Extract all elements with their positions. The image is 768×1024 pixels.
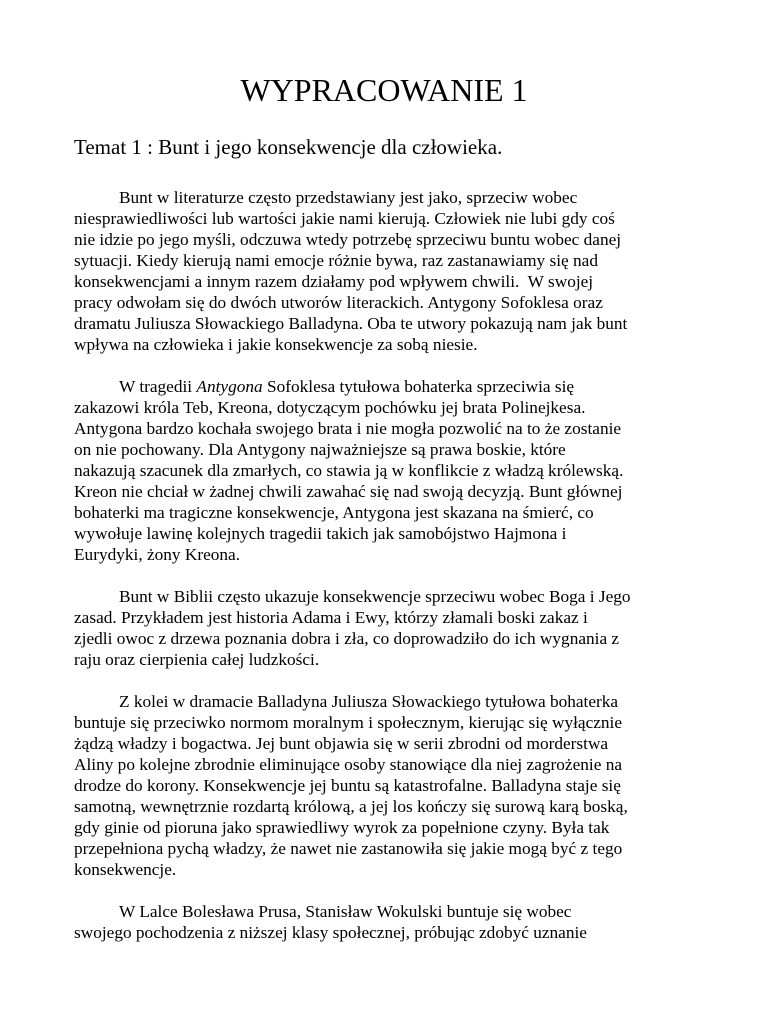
paragraph-line: [74, 859, 704, 880]
line-text: niesprawiedliwości lub wartości jakie nami kierują. Człowiek nie lubi gdy coś: [74, 209, 615, 228]
paragraph-line: [74, 628, 704, 649]
line-text: Kreon nie chciał w żadnej chwili zawahać się nad swoją decyzją. Bunt głównej: [74, 482, 623, 501]
essay-paragraph: [74, 691, 704, 880]
line-text: samotną, wewnętrznie rozdartą królową, a jej los kończy się surową karą boską,: [74, 797, 628, 816]
line-text: zakazowi króla Teb, Kreona, dotyczącym pochówku jej brata Polinejkesa.: [74, 398, 586, 417]
paragraph-line: [74, 439, 704, 460]
paragraph-line: [74, 229, 704, 250]
paragraph-line: [74, 208, 704, 229]
line-text: Bunt w literaturze często przedstawiany jest jako, sprzeciw wobec: [119, 188, 578, 207]
paragraph-line: [74, 502, 704, 523]
paragraph-line: [74, 397, 704, 418]
essay-paragraph: [74, 376, 704, 565]
paragraph-line: [74, 649, 704, 670]
paragraph-line: [74, 250, 704, 271]
paragraph-line: [74, 271, 704, 292]
paragraph-line: [74, 691, 704, 712]
line-text: drodze do korony. Konsekwencje jej buntu są katastrofalne. Balladyna staje się: [74, 776, 621, 795]
line-text: sytuacji. Kiedy kierują nami emocje różnie bywa, raz zastanawiamy się nad: [74, 251, 598, 270]
essay-paragraph: [74, 901, 704, 943]
paragraph-line: [74, 733, 704, 754]
essay-body: [74, 187, 704, 964]
line-text: pracy odwołam się do dwóch utworów literackich. Antygony Sofoklesa oraz: [74, 293, 603, 312]
line-text: Bunt w Biblii często ukazuje konsekwencje sprzeciwu wobec Boga i Jego: [119, 587, 631, 606]
line-text: buntuje się przeciwko normom moralnym i społecznym, kierując się wyłącznie: [74, 713, 623, 732]
italic-title-text: Antygona: [196, 377, 263, 396]
line-text: konsekwencjami a innym razem działamy pod wpływem chwili. W swojej: [74, 272, 594, 291]
line-text: bohaterki ma tragiczne konsekwencje, Antygona jest skazana na śmierć, co: [74, 503, 594, 522]
paragraph-line: [74, 187, 704, 208]
line-text: Eurydyki, żony Kreona.: [74, 545, 241, 564]
line-text: przepełniona pychą władzy, że nawet nie zastanowiła się jakie mogą być z tego: [74, 839, 623, 858]
paragraph-line: [74, 775, 704, 796]
line-text: Antygona bardzo kochała swojego brata i nie mogła pozwolić na to że zostanie: [74, 419, 622, 438]
line-text: nie idzie po jego myśli, odczuwa wtedy potrzebę sprzeciwu buntu wobec danej: [74, 230, 622, 249]
line-text: żądzą władzy i bogactwa. Jej bunt objawia się w serii zbrodni od morderstwa: [74, 734, 609, 753]
line-text: nakazują szacunek dla zmarłych, co stawia ją w konflikcie z władzą królewską.: [74, 461, 624, 480]
line-text: wpływa na człowieka i jakie konsekwencje za sobą niesie.: [74, 335, 478, 354]
line-text: W Lalce Bolesława Prusa, Stanisław Wokulski buntuje się wobec: [119, 902, 572, 921]
line-text: swojego pochodzenia z niższej klasy społecznej, próbując zdobyć uznanie: [74, 923, 587, 942]
paragraph-line: [74, 607, 704, 628]
line-text: konsekwencje.: [74, 860, 177, 879]
paragraph-line: [74, 544, 704, 565]
paragraph-line: [74, 481, 704, 502]
line-text: Aliny po kolejne zbrodnie eliminujące osoby stanowiące dla niej zagrożenie na: [74, 755, 623, 774]
line-text: zasad. Przykładem jest historia Adama i Ewy, którzy złamali boski zakaz i: [74, 608, 588, 627]
line-text: wywołuje lawinę kolejnych tragedii takich jak samobójstwo Hajmona i: [74, 524, 567, 543]
paragraph-line: [74, 460, 704, 481]
line-text: W tragedii: [119, 377, 197, 396]
essay-paragraph: [74, 586, 704, 670]
line-text: dramatu Juliusza Słowackiego Balladyna. Oba te utwory pokazują nam jak bunt: [74, 314, 628, 333]
paragraph-line: [74, 376, 704, 397]
paragraph-line: [74, 817, 704, 838]
paragraph-line: [74, 796, 704, 817]
line-text: raju oraz cierpienia całej ludzkości.: [74, 650, 320, 669]
paragraph-line: [74, 712, 704, 733]
line-text: gdy ginie od pioruna jako sprawiedliwy wyrok za popełnione czyny. Była tak: [74, 818, 610, 837]
document-title: WYPRACOWANIE 1: [240, 72, 528, 108]
paragraph-line: [74, 901, 704, 922]
paragraph-line: [74, 754, 704, 775]
paragraph-line: [74, 523, 704, 544]
line-text: Sofoklesa tytułowa bohaterka sprzeciwia się: [262, 377, 575, 396]
line-text: zjedli owoc z drzewa poznania dobra i zła, co doprowadziło do ich wygnania z: [74, 629, 620, 648]
essay-topic: Temat 1 : Bunt i jego konsekwencje dla człowieka.: [74, 135, 503, 159]
paragraph-line: [74, 586, 704, 607]
paragraph-line: [74, 418, 704, 439]
paragraph-line: [74, 922, 704, 943]
paragraph-line: [74, 292, 704, 313]
paragraph-line: [74, 334, 704, 355]
line-text: on nie pochowany. Dla Antygony najważniejsze są prawa boskie, które: [74, 440, 566, 459]
line-text: Z kolei w dramacie Balladyna Juliusza Słowackiego tytułowa bohaterka: [119, 692, 619, 711]
paragraph-line: [74, 313, 704, 334]
essay-paragraph: [74, 187, 704, 355]
paragraph-line: [74, 838, 704, 859]
